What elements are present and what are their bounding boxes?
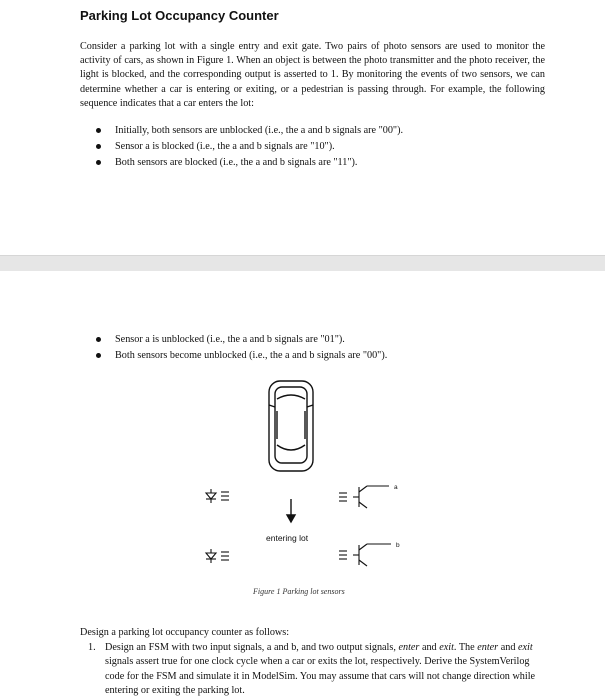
receiver-b-icon bbox=[339, 544, 391, 566]
list-item: Both sensors become unblocked (i.e., the a and b signals are "00"). bbox=[96, 349, 556, 363]
page-top bbox=[0, 0, 605, 255]
entering-lot-label: entering lot bbox=[266, 533, 309, 543]
step-text: and bbox=[419, 642, 440, 653]
enter-term: enter bbox=[398, 642, 420, 653]
parking-lot-sensors-figure bbox=[195, 371, 425, 601]
arrow-down-icon bbox=[287, 499, 295, 522]
sequence-list-2 bbox=[96, 333, 556, 365]
step-text: . The bbox=[453, 642, 478, 653]
exit-term: exit bbox=[517, 642, 533, 653]
list-item: Sensor a is unblocked (i.e., the a and b signals are "01"). bbox=[96, 333, 556, 347]
design-intro: Design a parking lot occupancy counter as follows: bbox=[80, 627, 290, 638]
step-text: and bbox=[498, 642, 518, 653]
sensor-a-label: a bbox=[394, 484, 398, 491]
list-item: Initially, both sensors are unblocked (i.e., the a and b signals are "00"). bbox=[96, 124, 556, 138]
list-item: Sensor a is blocked (i.e., the a and b signals are "10"). bbox=[96, 140, 556, 154]
sequence-list-1 bbox=[96, 124, 556, 172]
step-text: Design an FSM with two input signals, a and b, and two output signals, bbox=[105, 642, 399, 653]
page-bottom bbox=[0, 271, 605, 700]
exit-term: exit bbox=[439, 642, 454, 653]
page-title: Parking Lot Occupancy Counter bbox=[80, 8, 279, 23]
page-separator bbox=[0, 255, 605, 272]
intro-paragraph: Consider a parking lot with a single entry and exit gate. Two pairs of photo sensors are used to monitor the activity of cars, as shown in Figure 1. When an object is between the photo transmitter and the photo receiver, the light is blocked, and the corresponding output is asserted to 1. By monitoring the events of two sensors, we can determine whether a car is entering or exiting, or a pedestrian is passing through. For example, the following sequence indicates that a car enters the lot: bbox=[80, 41, 545, 109]
car-top-view bbox=[269, 381, 313, 471]
design-steps bbox=[80, 641, 550, 699]
transmitter-a-icon bbox=[206, 489, 229, 503]
figure-caption: Figure 1 Parking lot sensors bbox=[253, 587, 345, 596]
step-item bbox=[80, 641, 550, 699]
step-number: 1. bbox=[88, 642, 96, 653]
transmitter-b-icon bbox=[206, 549, 229, 563]
step-text: signals assert true for one clock cycle when a car or exits the lot, respectively. Derive the SystemVerilog code for the FSM and simulate it in ModelSim. You may assume that cars will not change direction while entering or exiting the parking lot. bbox=[105, 656, 536, 697]
list-item: Both sensors are blocked (i.e., the a and b signals are "11"). bbox=[96, 156, 556, 170]
sensor-b-label: b bbox=[396, 542, 400, 549]
receiver-a-icon bbox=[339, 486, 389, 508]
enter-term: enter bbox=[477, 642, 499, 653]
